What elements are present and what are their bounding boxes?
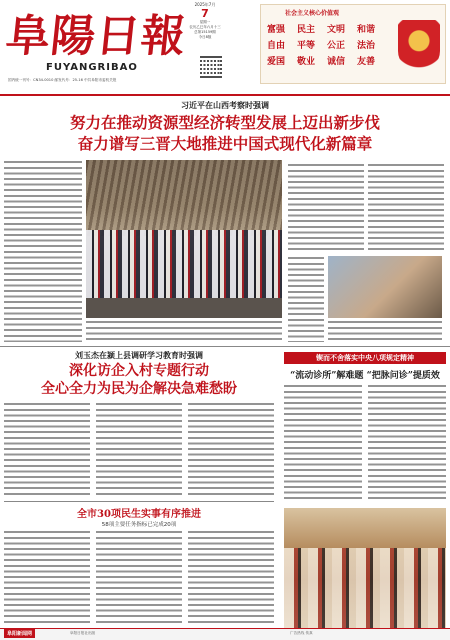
- value-word: 平等: [297, 41, 316, 51]
- photo-floor: [86, 298, 282, 318]
- footer-bar: [0, 628, 450, 640]
- side-banner: 锲而不舍落实中央八项规定精神: [284, 352, 446, 364]
- third-subhead: 58项主要任务指标已完成20项: [101, 522, 177, 528]
- value-word: 敬业: [297, 57, 316, 67]
- masthead-title: 阜陽日報: [3, 11, 189, 62]
- lead-body-column: [368, 163, 444, 253]
- third-headline: 全市30项民生实事有序推进: [77, 509, 201, 520]
- date-day: 7: [201, 7, 209, 20]
- date-line: 农历乙巳年六月十三: [189, 25, 221, 29]
- lead-kicker: 习近平在山西考察时强调: [181, 101, 269, 110]
- date-line: 总第15159期: [194, 30, 216, 34]
- core-values-title: 社会主义核心价值观: [285, 10, 340, 17]
- photo-relief-wall: [86, 160, 282, 236]
- value-word: 民主: [297, 25, 316, 35]
- footer-logo: 阜阳新闻网: [4, 629, 35, 638]
- lead-headline-line1: 努力在推动资源型经济转型发展上迈出新步伐: [69, 113, 380, 132]
- value-word: 富强: [267, 25, 286, 35]
- masthead-info: 国内统一刊号：CN34-0010 邮发代号：25-16 中共阜阳市委机关报: [8, 78, 117, 82]
- value-word: 法治: [357, 41, 376, 51]
- second-body-column: [188, 402, 274, 498]
- lead-body-column: [288, 163, 364, 253]
- second-headline-line2: 全心全力为民为企解决急难愁盼: [41, 381, 237, 397]
- lead-body-column: [328, 320, 442, 342]
- lead-body-column: [4, 160, 82, 342]
- lead-photo: [86, 160, 282, 318]
- lead-photo-caption: [86, 320, 282, 340]
- inset-photo: [328, 256, 442, 318]
- third-body-column: [188, 530, 274, 626]
- masthead-pinyin: FUYANGRIBAO: [46, 62, 138, 73]
- side-photo: [284, 508, 446, 628]
- lead-body-column: [288, 256, 324, 342]
- date-line: 今日8版: [198, 35, 212, 39]
- second-headline-line1: 深化访企入村专题行动: [69, 363, 209, 379]
- date-line: 星期一: [199, 20, 211, 24]
- date-year-month: 2025年7月: [194, 2, 216, 7]
- side-body-column: [368, 384, 446, 502]
- core-values-grid: [267, 22, 387, 67]
- value-word: 和谐: [357, 25, 376, 35]
- value-word: 文明: [327, 25, 346, 35]
- second-kicker: 刘玉杰在颍上县调研学习教育时强调: [75, 351, 203, 360]
- third-body-column: [4, 530, 90, 626]
- section-divider: [4, 501, 274, 502]
- photo-children: [284, 548, 446, 628]
- value-word: 友善: [357, 57, 376, 67]
- party-emblem-icon: [398, 20, 440, 72]
- second-body-column: [96, 402, 182, 498]
- lead-headline-line2: 奋力谱写三晋大地推进中国式现代化新篇章: [77, 134, 373, 153]
- value-word: 诚信: [327, 57, 346, 67]
- value-word: 爱国: [267, 57, 286, 67]
- qr-code-pattern: [202, 58, 220, 76]
- footer-right-text: 广告热线 传真: [290, 631, 313, 635]
- second-body-column: [4, 402, 90, 498]
- value-word: 公正: [327, 41, 346, 51]
- section-divider: [0, 346, 450, 347]
- side-body-column: [284, 384, 362, 502]
- masthead-divider: [0, 94, 450, 96]
- footer-text: 阜阳日报社出版: [70, 631, 96, 635]
- third-body-column: [96, 530, 182, 626]
- side-headline: “流动诊所”解难题 “把脉问诊”提质效: [290, 371, 440, 381]
- value-word: 自由: [267, 41, 286, 51]
